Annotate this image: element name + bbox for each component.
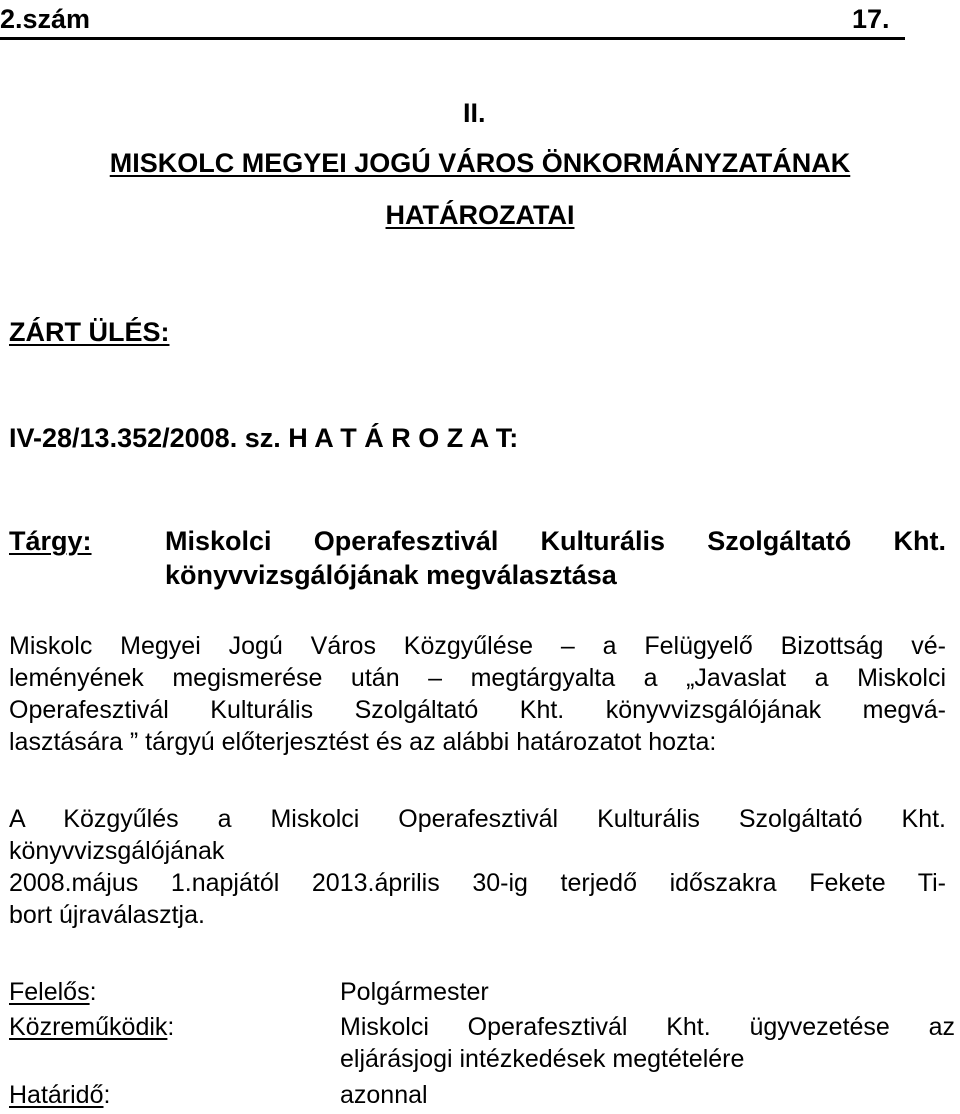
section-number: II. [463,98,486,128]
header-rule [0,37,905,40]
deadline-label-text: Határidő [9,1081,104,1109]
cooperating-label: Közreműködik: [9,1013,175,1041]
page-number: 17. [852,4,890,34]
decision-line: 2008.május 1.napjától 2013.április 30-ig terjedő időszakra Fekete Ti- [9,869,946,897]
decision-line: könyvvizsgálójának [9,837,225,865]
issue-number: 2.szám [0,4,91,34]
cooperating-value-line1: Miskolci Operafesztivál Kht. ügyvezetése az [340,1013,955,1041]
deadline-label: Határidő: [9,1081,111,1109]
subject-label: Tárgy: [9,526,92,556]
preamble-line: Operafesztivál Kulturális Szolgáltató Kht. könyvvizsgálójának megvá- [9,696,946,724]
cooperating-label-text: Közreműködik [9,1013,168,1041]
section-title-line1-text: MISKOLC MEGYEI JOGÚ VÁROS ÖNKORMÁNYZATÁNAK [109,148,851,178]
section-title-line2-text: HATÁROZATAI [385,200,575,230]
cooperating-value [340,1011,955,1075]
preamble-paragraph [9,630,946,758]
deadline-value: azonnal [340,1081,428,1109]
responsible-label-text: Felelős [9,978,90,1006]
responsible-label: Felelős: [9,978,97,1006]
subject-line2: könyvvizsgálójának megválasztása [165,560,617,590]
resolution-heading [9,421,518,455]
preamble-line: Miskolc Megyei Jogú Város Közgyűlése – a Felügyelő Bizottság vé- [9,632,946,660]
subject-text [165,524,946,592]
decision-line: A Közgyűlés a Miskolci Operafesztivál Kulturális Szolgáltató Kht. [9,805,946,833]
section-title-line2 [66,198,894,232]
resolution-number: IV-28/13.352/2008. sz. [9,423,281,453]
cooperating-value-line2: eljárásjogi intézkedések megtételére [340,1045,745,1073]
preamble-line: leményének megismerése után – megtárgyalta a „Javaslat a Miskolci [9,664,946,692]
resolution-label: H A T Á R O Z A T: [288,423,519,453]
decision-line: bort újraválasztja. [9,901,205,929]
subject-line1: Miskolci Operafesztivál Kulturális Szolgáltató Kht. [165,526,946,556]
decision-paragraph [9,803,946,931]
closed-session-heading: ZÁRT ÜLÉS: [9,317,170,347]
section-title-line1 [66,146,894,180]
preamble-line: lasztására ” tárgyú előterjesztést és az alábbi határozatot hozta: [9,728,717,756]
responsible-value: Polgármester [340,978,489,1006]
